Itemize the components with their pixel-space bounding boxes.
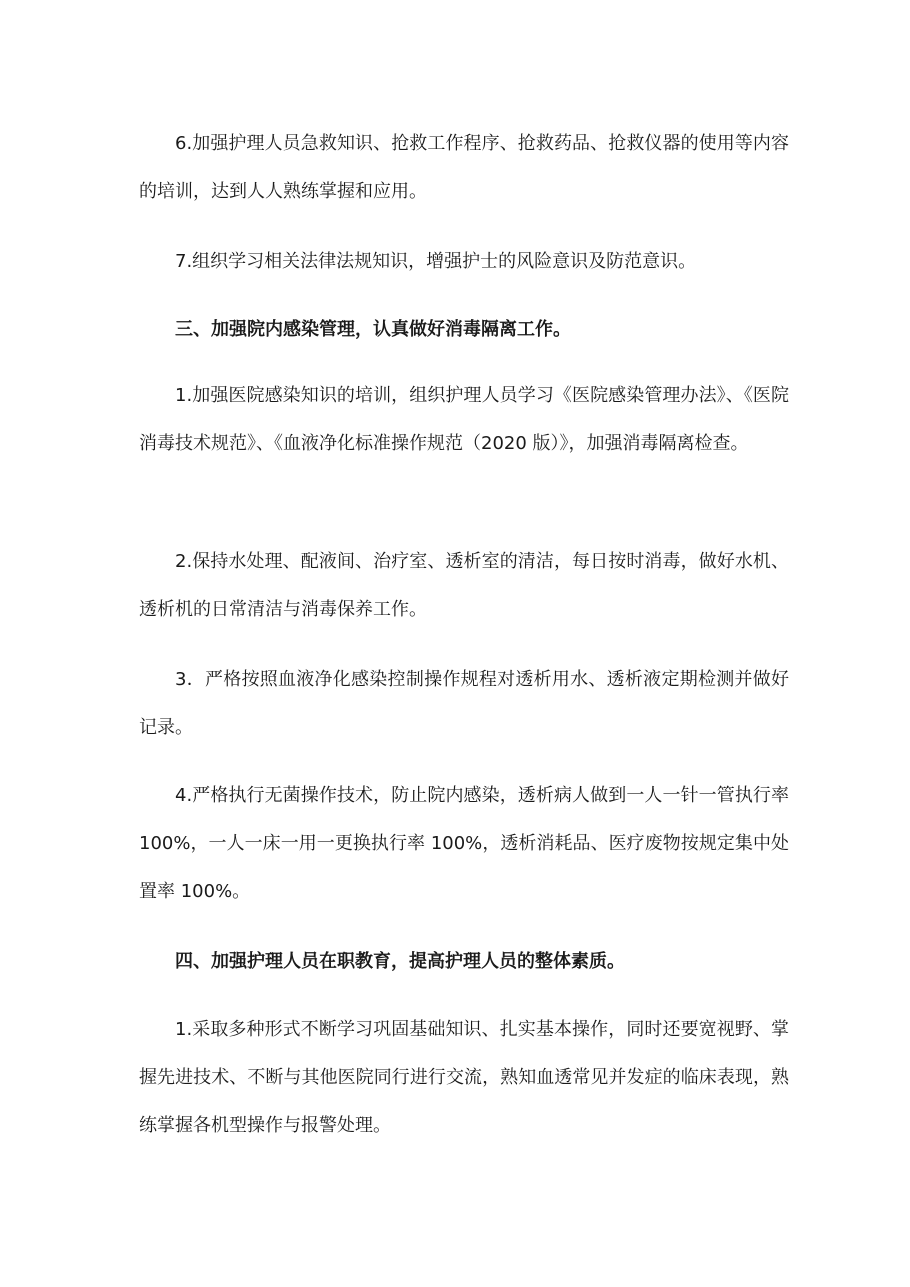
section-heading-3: 三、加强院内感染管理，认真做好消毒隔离工作。 [175, 319, 571, 340]
paragraph-item-7: 7.组织学习相关法律法规知识，增强护士的风险意识及防范意识。 [175, 251, 697, 272]
paragraph-infection-1: 1.加强医院感染知识的培训，组织护理人员学习《医院感染管理办法》、《医院消毒技术规范》、《血液净化标准操作规范（2020 版）》，加强消毒隔离检查。 [139, 385, 789, 454]
paragraph-education-1: 1.采取多种形式不断学习巩固基础知识、扎实基本操作，同时还要宽视野、掌握先进技术、不断与其他医院同行进行交流，熟知血透常见并发症的临床表现，熟练掌握各机型操作与报警处理。 [139, 1019, 789, 1136]
section-heading-4: 四、加强护理人员在职教育，提高护理人员的整体素质。 [175, 951, 625, 972]
paragraph-infection-2: 2.保持水处理、配液间、治疗室、透析室的清洁，每日按时消毒，做好水机、透析机的日常清洁与消毒保养工作。 [139, 551, 789, 620]
paragraph-item-6: 6.加强护理人员急救知识、抢救工作程序、抢救药品、抢救仪器的使用等内容的培训，达到人人熟练掌握和应用。 [139, 133, 789, 202]
paragraph-infection-4: 4.严格执行无菌操作技术，防止院内感染，透析病人做到一人一针一管执行率 100%，一人一床一用一更换执行率 100%，透析消耗品、医疗废物按规定集中处置率 100%。 [139, 785, 789, 902]
paragraph-infection-3: 3．严格按照血液净化感染控制操作规程对透析用水、透析液定期检测并做好记录。 [139, 669, 789, 738]
